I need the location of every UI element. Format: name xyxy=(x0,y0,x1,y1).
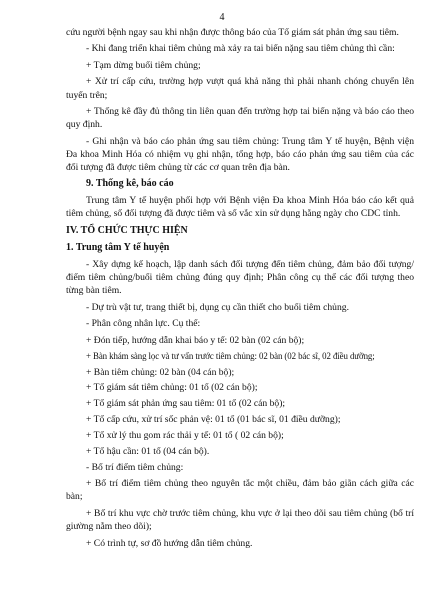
page-number: 4 xyxy=(219,12,225,23)
list-item: + Bố trí điểm tiêm chủng theo nguyên tắc một chiều, đảm bảo giãn cách giữa các bàn; xyxy=(66,478,414,503)
subsection-heading: 1. Trung tâm Y tế huyện xyxy=(66,242,170,254)
list-item: + Có trình tự, sơ đồ hướng dẫn tiêm chủng. xyxy=(86,537,253,549)
paragraph: Trung tâm Y tế huyện phối hợp với Bệnh viện Đa khoa Minh Hóa báo cáo kết quả tiêm chủng, số đối tượng đã được tiêm và số vắc xin sử dụng hằng ngày cho CDC tỉnh. xyxy=(66,195,414,220)
list-item: + Bàn khám sàng lọc và tư vấn trước tiêm chủng: 02 bàn (02 bác sĩ, 02 điều dưỡng; xyxy=(86,350,375,361)
list-item: - Dự trù vật tư, trang thiết bị, dụng cụ cần thiết cho buổi tiêm chủng. xyxy=(86,301,349,313)
paragraph: cứu người bệnh ngay sau khi nhận được thông báo của Tổ giám sát phản ứng sau tiêm. xyxy=(66,27,399,38)
list-item: + Tạm dừng buổi tiêm chủng; xyxy=(86,59,201,71)
list-item: + Thống kê đầy đủ thông tin liên quan đến trường hợp tai biến nặng và báo cáo theo quy định. xyxy=(66,106,414,131)
list-item: + Bố trí khu vực chờ trước tiêm chủng, khu vực ở lại theo dõi sau tiêm chủng (bố trí giường nằm theo dõi); xyxy=(66,507,414,533)
list-item: - Bố trí điểm tiêm chủng: xyxy=(86,461,184,473)
list-item: + Tổ hậu cần: 01 tổ (04 cán bộ). xyxy=(86,446,210,458)
paragraph: - Khi đang triển khai tiêm chủng mà xảy ra tai biến nặng sau tiêm chủng thì cần: xyxy=(86,43,395,55)
section-heading: IV. TỔ CHỨC THỰC HIỆN xyxy=(66,224,188,236)
list-item: + Tổ xử lý thu gom rác thải y tế: 01 tổ ( 02 cán bộ); xyxy=(86,430,284,442)
list-item: + Bàn tiêm chủng: 02 bàn (04 cán bộ); xyxy=(86,366,235,378)
list-item: - Phân công nhân lực. Cụ thể: xyxy=(86,318,201,330)
paragraph: - Xây dựng kế hoạch, lập danh sách đối tượng đến tiêm chủng, đảm bảo đối tượng/điểm tiêm chủng/buổi tiêm chủng đúng quy định; Phân công cụ thể các đối tượng theo từng bàn tiêm. xyxy=(66,259,414,297)
section-heading: 9. Thống kê, báo cáo xyxy=(86,178,174,190)
list-item: + Tổ cấp cứu, xử trí sốc phản vệ: 01 tổ (01 bác sĩ, 01 điều dưỡng); xyxy=(86,414,341,426)
list-item: + Xử trí cấp cứu, trường hợp vượt quá khả năng thì phải nhanh chóng chuyển lên tuyến trên; xyxy=(66,76,414,101)
paragraph: - Ghi nhận và báo cáo phản ứng sau tiêm chủng: Trung tâm Y tế huyện, Bệnh viện Đa khoa Minh Hóa có nhiệm vụ ghi nhận, tổng hợp, báo cáo phản ứng sau tiêm của các đối tượng đã được tiêm chủng từ các cơ quan trên địa bàn. xyxy=(66,135,414,173)
document-body xyxy=(66,26,414,553)
list-item: + Tổ giám sát tiêm chủng: 01 tổ (02 cán bộ); xyxy=(86,382,258,394)
list-item: + Tổ giám sát phản ứng sau tiêm: 01 tổ (02 cán bộ); xyxy=(86,398,286,410)
list-item: + Đón tiếp, hướng dẫn khai báo y tế: 02 bàn (02 cán bộ); xyxy=(86,334,305,346)
